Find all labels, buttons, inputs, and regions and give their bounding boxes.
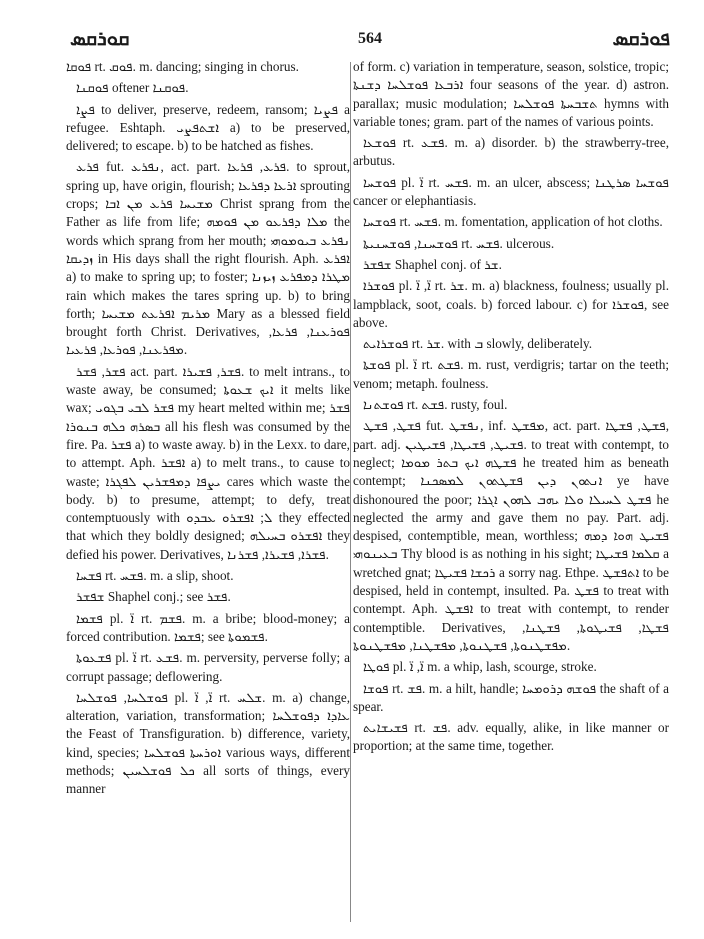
dictionary-entry: ܦܘܫܥܐ rt. ܦܫܥ. m. a) disorder. b) the strawberry-tree, arbutus. bbox=[353, 135, 669, 169]
dictionary-entry: ܦܨܐ to deliver, preserve, redeem, ransom; ܦܨܝܐ a refugee. Eshtaph. ܐܫܬܦܨܝ a) to be preserved, delivered; to escape. b) to be hatched as fishes. bbox=[66, 101, 350, 154]
dictionary-entry: ܫܦܫܪ Shaphel conj.; see ܦܫܪ. bbox=[76, 589, 231, 605]
dictionary-entry: ܦܫܡܐ pl. ܐ̈ rt. ܦܫܡ. m. a bribe; blood-money; a forced contribution. ܦܫܡܐ; see ܦܫܡܘܬܐ. bbox=[66, 610, 350, 644]
dictionary-entry: ܦܫܚܐ rt. ܦܫܚ. m. a slip, shoot. bbox=[76, 568, 234, 584]
dictionary-entry: ܦܪܥ fut. ܢܦܪܥ, act. part. ܦܪܥ, ܦܪܥܐ. to sprout, spring up, have origin, flourish; ܐܪܥܐ ܕܦܪܥܐ sprouting crops; ܡܫܝܚܐ ܦܪܥ ܡܢ ܐܒܐ Christ sprang from the Father as life from life; ܡܠܐ ܕܦܪܥܘ ܡܢ ܦܘܡܗ the words which sprang from her mouth; ܢܦܪܥ ܒܝܘܡܘܗܝ ܙܕܝܩܐ in His days shall the right flourish. Aph. ܐܦܪܥ a) to make to spring up; to foster; ܡܛܪܐ ܕܡܦܪܥ ܙܝܙܢܐ rain which makes the tares spring up. b) to bring forth; ܡܪܝܡ ܐܦܪܥܬ ܡܫܝܚܐ Mary as a blessed field brought forth Christ. Derivatives, ܦܘܪܥܢܐ, ܦܪܥܐ, ܡܦܪܥܢܐ, ܦܘܪܥܐ, ܦܪܥܝܐ. bbox=[66, 159, 351, 358]
header-left-word: ܩܘܪܩܣ bbox=[70, 28, 130, 50]
dictionary-entry: ܦܘܫܪܐܝܬ rt. ܫܪ. with ܒ slowly, deliberately. bbox=[363, 336, 593, 352]
page-header bbox=[70, 28, 670, 54]
dictionary-entry: ܦܘܫܚܢܐ, ܦܘܫܚܢܝܬܐ rt. ܦܫܚ. ulcerous. bbox=[363, 235, 555, 251]
dictionary-entry: ܦܘܫܪܐ pl. ܐ̈, ܐ̈ rt. ܫܪ. m. a) blackness, foulness; usually pl. lampblack, soot, coals. b) forced labour. c) for ܦܘܫܪܐ, see above. bbox=[353, 278, 670, 330]
dictionary-entry: ܦܘܩܐ rt. ܦܘܩ. m. dancing; singing in chorus. bbox=[66, 59, 299, 74]
page-number: 564 bbox=[358, 30, 382, 47]
dictionary-entry: ܦܫܛ, ܦܫܛ fut. ܢܦܫܛ, inf. ܡܦܫܛ, act. part. ܦܫܛ, ܦܫܛܐ, part. adj. ܦܫܝܛ, ܦܫܝܛܐ, ܦܫܝܛܝܢ. to treat with contempt, to neglect; ܦܫܛܗ ܐܝܟ ܒܬܪ ܡܘܡܐ he treated him as beneath contempt; ܐܢܬܘܢ ܕܝܢ ܦܫܛܬܘܢ ܠܡܣܟܢܐ ye have dishonoured the poor; ܦܫܛ ܠܚܝܠܐ ܘܠܐ ܝܗܒ ܠܗܘܢ ܐܓܪܐ he neglected the army and gave them no pay. Part. adj. despised, contemptible, mean, worthless; ܦܫܝܛ ܗܘܐ ܕܡܗ ܒܥܝܢܘܗܝ Thy blood is as nothing in his sight; ܩܠܡܐ ܦܫܝܛܐ a wretched gnat; ܪܟܫܐ ܦܫܝܛܐ a sorry nag. Ethpe. ܐܬܦܫܛ to be despised, held in contempt, insulted. Pa. ܦܫܛ to treat with contempt. Aph. ܐܦܫܛ to treat with contempt, to render contemptible. Derivatives, ܦܫܛܐ, ܦܫܝܛܘܬܐ, ܦܫܛܢܐ, ܡܦܫܛܢܘܬܐ, ܦܫܛܢܘܬܐ, ܡܦܫܛܢܐ, ܡܦܫܛܢܘܬܐ. bbox=[353, 418, 669, 653]
dictionary-entry: ܦܫܪ, ܦܫܪ act. part. ܦܫܪ, ܦܫܝܪܐ. to melt intrans., to waste away, be consumed; ܐܝܟ ܫܥܘܬܐ it melts like wax; ܦܫܪ ܠܒܝ ܒܓܘܝ my heart melted within me; ܦܫܪ ܒܣܪܗ ܟܠܗ ܒܢܘܪܐ all his flesh was consumed by the fire. Pa. ܦܫܪ a) to waste away. b) in the Lexx. to dare, to attempt. Aph. ܐܦܫܪ a) to melt trans., to cause to waste; ܝܨܦܐ ܕܡܦܫܪܝܢ ܠܦܓܪܐ cares which waste the body. b) to presume, attempt; to defy, treat contemptuously with ܠ; ܐܦܫܪܘ ܥܒܕܘ they effected that which they boldly designed; ܐܦܫܪܘ ܒܚܝܠܗ they defied his power. Derivatives, ܦܫܪܐ, ܦܫܝܪܐ, ܦܫܪܢܐ. bbox=[66, 363, 351, 562]
dictionary-entry: ܦܫܥܘܬܐ pl. ܐ̈ rt. ܦܫܥ. m. perversity, perverse folly; a corrupt passage; deflowering. bbox=[66, 650, 351, 684]
column-divider bbox=[350, 62, 351, 922]
dictionary-entry: ܦܘܫܬܢܐ rt. ܦܫܬ. rusty, foul. bbox=[363, 397, 508, 413]
dictionary-entry: ܦܘܫܚܐ pl. ܐ̈ rt. ܦܫܚ. m. an ulcer, abscess; ܦܘܫܚܐ ܣܪܛܢܐ cancer or elephantiasis. bbox=[353, 174, 669, 209]
dictionary-entry: ܦܘܫܬܐ pl. ܐ̈ rt. ܦܫܬ. m. rust, verdigris; tartar on the teeth; venom; metaph. foulness. bbox=[353, 357, 669, 391]
dictionary-entry: ܦܘܩܢܐ oftener ܦܘܩܢܐ. bbox=[76, 80, 189, 96]
dictionary-entry: ܦܫܝܫܐܝܬ rt. ܦܫ. adv. equally, alike, in like manner or proportion; at the same time, together. bbox=[353, 720, 669, 754]
dictionary-entry: of form. c) variation in temperature, season, solstice, tropic; ܐܪܒܥܐ ܦܘܫܠܚܐ ܕܫܢܬܐ four seasons of the year. d) astron. parallax; music modulation; ܬܫܒܚܬܐ ܦܘܫܠܚܐ hymns with variable tones; gram. part of the names of various points. bbox=[353, 59, 669, 129]
left-column bbox=[66, 58, 350, 802]
dictionary-entry: ܫܦܫܪ Shaphel conj. of ܫܪ. bbox=[363, 256, 502, 272]
right-column bbox=[353, 58, 669, 759]
header-right-word: ܦܘܪܩܣ bbox=[612, 28, 670, 50]
dictionary-entry: ܦܘܫܐ rt. ܦܫ. m. a hilt, handle; ܦܘܫܗ ܕܪܘܡܚܐ the shaft of a spear. bbox=[353, 680, 669, 714]
dictionary-entry: ܦܘܫܚܐ rt. ܦܫܚ. m. fomentation, application of hot cloths. bbox=[363, 214, 663, 230]
dictionary-entry: ܦܘܫܠܚܐ, ܦܘܫܠܚܐ pl. ܐ̈, ܐ̈ rt. ܫܠܚ. m. a) change, alteration, variation, transformation; ܥܐܕܐ ܕܦܘܫܠܚܐ the Feast of Transfiguration. b) difference, variety, kind, species; ܐܘܪܚܬܐ ܦܘܫܠܚܐ various ways, different methods; ܟܠ ܦܘܫܠܚܝܢ all sorts of things, every manner bbox=[66, 689, 351, 797]
dictionary-entry: ܦܘܛܐ pl. ܐ̈, ܐ̈ m. a whip, lash, scourge, stroke. bbox=[363, 659, 597, 675]
